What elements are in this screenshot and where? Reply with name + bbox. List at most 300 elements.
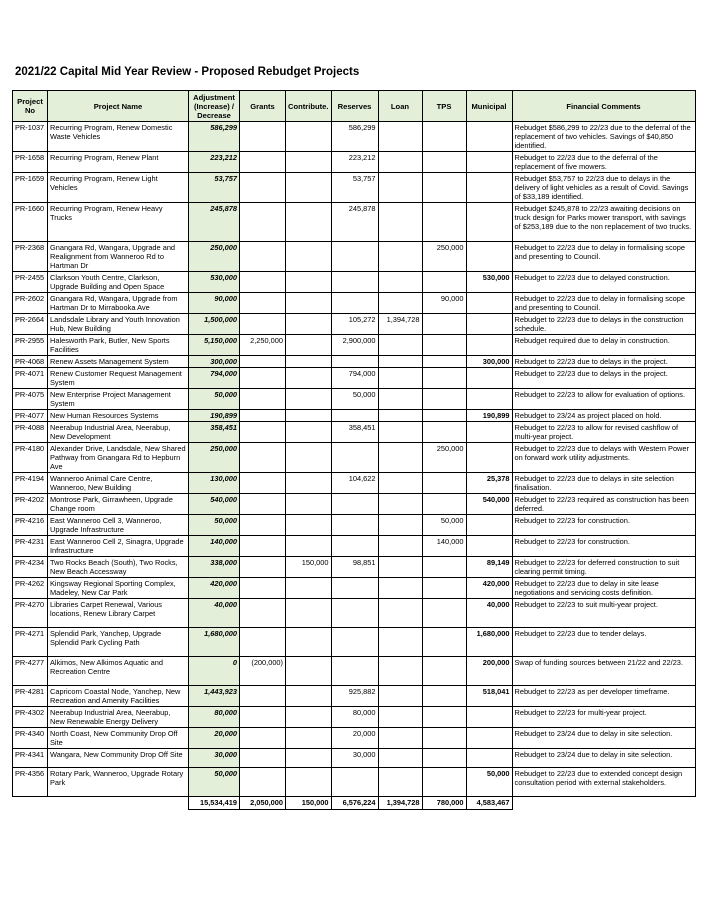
cell-grants [240, 173, 286, 203]
cell-reserves [331, 599, 378, 628]
cell-financial-comment: Rebudget to 22/23 to allow for revised cashflow of multi-year project. [512, 422, 695, 443]
cell-tps [422, 152, 466, 173]
cell-project-name: Alkimos, New Alkimos Aquatic and Recreation Centre [48, 657, 189, 686]
cell-grants [240, 599, 286, 628]
header-tps: TPS [422, 91, 466, 122]
cell-municipal: 200,000 [466, 657, 512, 686]
cell-reserves: 586,299 [331, 122, 378, 152]
cell-tps [422, 422, 466, 443]
cell-contribute [286, 410, 332, 422]
cell-grants [240, 422, 286, 443]
cell-grants [240, 314, 286, 335]
cell-financial-comment: Rebudget to 22/23 required as construction has been deferred. [512, 494, 695, 515]
cell-financial-comment: Rebudget to 22/23 due to the deferral of the replacement of five mowers. [512, 152, 695, 173]
cell-adjustment: 190,899 [189, 410, 240, 422]
cell-tps [422, 657, 466, 686]
cell-financial-comment: Rebudget to 22/23 due to delays in site selection finalisation. [512, 473, 695, 494]
table-row [13, 768, 696, 797]
cell-grants [240, 272, 286, 293]
cell-financial-comment: Rebudget $245,878 to 22/23 awaiting decisions on truck design for Parks mower transport, with savings of $253,189 due to the non replacement of two trucks. [512, 203, 695, 242]
cell-municipal [466, 389, 512, 410]
cell-municipal: 420,000 [466, 578, 512, 599]
cell-contribute [286, 728, 332, 749]
cell-tps [422, 272, 466, 293]
cell-project-no: PR-4194 [13, 473, 48, 494]
cell-reserves [331, 536, 378, 557]
cell-adjustment: 30,000 [189, 749, 240, 768]
cell-project-name: Neerabup Industrial Area, Neerabup, New Renewable Energy Delivery [48, 707, 189, 728]
cell-loan [378, 410, 422, 422]
cell-tps [422, 749, 466, 768]
cell-grants [240, 686, 286, 707]
cell-financial-comment: Rebudget $586,299 to 22/23 due to the deferral of the replacement of two vehicles. Savings of $40,850 identified. [512, 122, 695, 152]
cell-project-no: PR-4216 [13, 515, 48, 536]
table-row [13, 494, 696, 515]
cell-project-no: PR-2602 [13, 293, 48, 314]
table-row [13, 314, 696, 335]
cell-tps [422, 368, 466, 389]
cell-project-name: Libraries Carpet Renewal, Various locations, Renew Library Carpet [48, 599, 189, 628]
cell-reserves [331, 768, 378, 797]
cell-reserves: 20,000 [331, 728, 378, 749]
total-loan: 1,394,728 [378, 797, 422, 810]
table-row [13, 272, 696, 293]
cell-tps [422, 335, 466, 356]
cell-reserves [331, 657, 378, 686]
cell-reserves: 794,000 [331, 368, 378, 389]
cell-project-name: Montrose Park, Girrawheen, Upgrade Change room [48, 494, 189, 515]
cell-project-no: PR-4071 [13, 368, 48, 389]
cell-grants [240, 557, 286, 578]
cell-grants [240, 293, 286, 314]
cell-reserves [331, 242, 378, 272]
cell-tps [422, 494, 466, 515]
cell-project-name: East Wanneroo Cell 2, Sinagra, Upgrade Infrastructure [48, 536, 189, 557]
cell-project-name: Kingsway Regional Sporting Complex, Madeley, New Car Park [48, 578, 189, 599]
cell-project-no: PR-4277 [13, 657, 48, 686]
cell-financial-comment: Rebudget to 22/23 due to delays in the project. [512, 368, 695, 389]
cell-project-no: PR-4341 [13, 749, 48, 768]
cell-project-no: PR-4234 [13, 557, 48, 578]
cell-adjustment: 300,000 [189, 356, 240, 368]
cell-project-no: PR-4231 [13, 536, 48, 557]
cell-financial-comment: Rebudget to 22/23 due to delay in site lease negotiations and servicing costs definition. [512, 578, 695, 599]
cell-project-name: Wanneroo Animal Care Centre, Wanneroo, New Building [48, 473, 189, 494]
cell-reserves [331, 293, 378, 314]
cell-project-name: New Human Resources Systems [48, 410, 189, 422]
cell-loan [378, 599, 422, 628]
cell-municipal [466, 242, 512, 272]
table-row [13, 557, 696, 578]
cell-loan: 1,394,728 [378, 314, 422, 335]
cell-contribute [286, 686, 332, 707]
cell-contribute [286, 314, 332, 335]
table-row [13, 536, 696, 557]
cell-tps [422, 728, 466, 749]
cell-adjustment: 1,500,000 [189, 314, 240, 335]
cell-contribute [286, 749, 332, 768]
cell-adjustment: 20,000 [189, 728, 240, 749]
header-loan: Loan [378, 91, 422, 122]
cell-project-no: PR-1658 [13, 152, 48, 173]
cell-reserves: 358,451 [331, 422, 378, 443]
cell-adjustment: 130,000 [189, 473, 240, 494]
cell-grants [240, 707, 286, 728]
cell-grants [240, 203, 286, 242]
cell-loan [378, 494, 422, 515]
cell-loan [378, 272, 422, 293]
cell-financial-comment: Rebudget to 22/23 due to delay in formalising scope and presenting to Council. [512, 242, 695, 272]
cell-project-no: PR-4281 [13, 686, 48, 707]
table-row [13, 203, 696, 242]
cell-grants [240, 152, 286, 173]
cell-contribute [286, 152, 332, 173]
cell-contribute [286, 173, 332, 203]
totals-row [13, 797, 696, 810]
cell-loan [378, 203, 422, 242]
cell-municipal [466, 122, 512, 152]
table-row [13, 368, 696, 389]
cell-project-name: Recurring Program, Renew Light Vehicles [48, 173, 189, 203]
cell-loan [378, 152, 422, 173]
cell-loan [378, 768, 422, 797]
cell-loan [378, 686, 422, 707]
totals-spacer [512, 797, 695, 810]
header-row [13, 91, 696, 122]
cell-adjustment: 50,000 [189, 515, 240, 536]
cell-project-name: Clarkson Youth Centre, Clarkson, Upgrade Building and Open Space [48, 272, 189, 293]
total-reserves: 6,576,224 [331, 797, 378, 810]
cell-loan [378, 578, 422, 599]
cell-project-no: PR-4202 [13, 494, 48, 515]
cell-tps [422, 686, 466, 707]
cell-contribute [286, 494, 332, 515]
table-row [13, 122, 696, 152]
cell-tps: 50,000 [422, 515, 466, 536]
cell-financial-comment: Rebudget to 22/23 due to delayed construction. [512, 272, 695, 293]
cell-tps [422, 356, 466, 368]
cell-contribute [286, 515, 332, 536]
cell-loan [378, 443, 422, 473]
cell-municipal [466, 293, 512, 314]
cell-grants [240, 768, 286, 797]
cell-project-name: Two Rocks Beach (South), Two Rocks, New Beach Accessway [48, 557, 189, 578]
cell-municipal [466, 203, 512, 242]
cell-adjustment: 140,000 [189, 536, 240, 557]
cell-loan [378, 356, 422, 368]
cell-contribute [286, 335, 332, 356]
cell-financial-comment: Rebudget to 22/23 due to tender delays. [512, 628, 695, 657]
cell-financial-comment: Rebudget to 22/23 due to delay in formalising scope and presenting to Council. [512, 293, 695, 314]
cell-project-no: PR-2955 [13, 335, 48, 356]
cell-adjustment: 50,000 [189, 389, 240, 410]
cell-municipal: 190,899 [466, 410, 512, 422]
page-title: 2021/22 Capital Mid Year Review - Proposed Rebudget Projects [15, 66, 360, 78]
cell-loan [378, 657, 422, 686]
cell-project-name: East Wanneroo Cell 3, Wanneroo, Upgrade Infrastructure [48, 515, 189, 536]
cell-project-name: Recurring Program, Renew Heavy Trucks [48, 203, 189, 242]
cell-adjustment: 338,000 [189, 557, 240, 578]
cell-grants [240, 749, 286, 768]
cell-grants: (200,000) [240, 657, 286, 686]
cell-contribute [286, 628, 332, 657]
cell-municipal [466, 173, 512, 203]
cell-loan [378, 749, 422, 768]
header-grants: Grants [240, 91, 286, 122]
cell-municipal: 89,149 [466, 557, 512, 578]
cell-reserves [331, 443, 378, 473]
cell-project-no: PR-4302 [13, 707, 48, 728]
table-row [13, 356, 696, 368]
cell-grants [240, 389, 286, 410]
cell-loan [378, 122, 422, 152]
total-municipal: 4,583,467 [466, 797, 512, 810]
table-row [13, 515, 696, 536]
cell-grants [240, 578, 286, 599]
cell-contribute [286, 203, 332, 242]
cell-reserves: 50,000 [331, 389, 378, 410]
cell-tps [422, 314, 466, 335]
cell-project-no: PR-4088 [13, 422, 48, 443]
cell-financial-comment: Rebudget to 22/23 due to extended concept design consultation period with external stakeholders. [512, 768, 695, 797]
cell-loan [378, 242, 422, 272]
cell-reserves: 80,000 [331, 707, 378, 728]
cell-financial-comment: Rebudget to 22/23 due to delays in the project. [512, 356, 695, 368]
table-row [13, 628, 696, 657]
table-row [13, 422, 696, 443]
cell-tps [422, 557, 466, 578]
cell-project-name: Neerabup Industrial Area, Neerabup, New Development [48, 422, 189, 443]
cell-reserves: 245,878 [331, 203, 378, 242]
cell-project-name: Halesworth Park, Butler, New Sports Facilities [48, 335, 189, 356]
cell-grants [240, 536, 286, 557]
table-row [13, 728, 696, 749]
cell-financial-comment: Rebudget $53,757 to 22/23 due to delays in the delivery of light vehicles as a result of Covid. Savings of $33,189 identified. [512, 173, 695, 203]
cell-contribute [286, 272, 332, 293]
cell-reserves [331, 515, 378, 536]
cell-project-name: Splendid Park, Yanchep, Upgrade Splendid Park Cycling Path [48, 628, 189, 657]
cell-reserves: 30,000 [331, 749, 378, 768]
cell-project-no: PR-1659 [13, 173, 48, 203]
header-project-name: Project Name [48, 91, 189, 122]
table-row [13, 293, 696, 314]
cell-adjustment: 50,000 [189, 768, 240, 797]
cell-adjustment: 1,443,923 [189, 686, 240, 707]
cell-project-name: Gnangara Rd, Wangara, Upgrade and Realignment from Wanneroo Rd to Hartman Dr [48, 242, 189, 272]
cell-reserves [331, 356, 378, 368]
cell-municipal [466, 335, 512, 356]
header-financial-comments: Financial Comments [512, 91, 695, 122]
cell-loan [378, 293, 422, 314]
cell-loan [378, 173, 422, 203]
cell-financial-comment: Rebudget to 23/24 as project placed on hold. [512, 410, 695, 422]
table-row [13, 242, 696, 272]
totals-spacer [13, 797, 48, 810]
cell-grants [240, 628, 286, 657]
cell-adjustment: 794,000 [189, 368, 240, 389]
table-row [13, 578, 696, 599]
cell-adjustment: 80,000 [189, 707, 240, 728]
cell-project-no: PR-4271 [13, 628, 48, 657]
cell-financial-comment: Rebudget to 22/23 for construction. [512, 515, 695, 536]
cell-reserves [331, 272, 378, 293]
header-adjustment: Adjustment (Increase) / Decrease [189, 91, 240, 122]
cell-grants [240, 443, 286, 473]
cell-adjustment: 530,000 [189, 272, 240, 293]
cell-grants [240, 356, 286, 368]
cell-municipal [466, 515, 512, 536]
total-tps: 780,000 [422, 797, 466, 810]
cell-project-no: PR-2455 [13, 272, 48, 293]
cell-loan [378, 628, 422, 657]
cell-tps [422, 389, 466, 410]
cell-reserves: 104,622 [331, 473, 378, 494]
cell-grants [240, 728, 286, 749]
header-municipal: Municipal [466, 91, 512, 122]
cell-loan [378, 557, 422, 578]
cell-grants [240, 410, 286, 422]
cell-contribute [286, 578, 332, 599]
cell-adjustment: 40,000 [189, 599, 240, 628]
cell-project-name: Alexander Drive, Landsdale, New Shared Pathway from Gnangara Rd to Hepburn Ave [48, 443, 189, 473]
cell-financial-comment: Rebudget to 22/23 for construction. [512, 536, 695, 557]
cell-grants: 2,250,000 [240, 335, 286, 356]
table-body [13, 122, 696, 797]
cell-contribute [286, 242, 332, 272]
cell-tps [422, 203, 466, 242]
cell-grants [240, 122, 286, 152]
table-row [13, 389, 696, 410]
cell-grants [240, 368, 286, 389]
cell-adjustment: 223,212 [189, 152, 240, 173]
cell-reserves: 98,851 [331, 557, 378, 578]
cell-tps [422, 768, 466, 797]
table-row [13, 173, 696, 203]
cell-adjustment: 245,878 [189, 203, 240, 242]
cell-reserves: 223,212 [331, 152, 378, 173]
cell-municipal [466, 536, 512, 557]
header-project-no: Project No [13, 91, 48, 122]
cell-tps: 140,000 [422, 536, 466, 557]
cell-financial-comment: Rebudget to 22/23 for deferred construction to suit clearing permit timing. [512, 557, 695, 578]
cell-loan [378, 335, 422, 356]
cell-contribute [286, 293, 332, 314]
cell-tps: 250,000 [422, 242, 466, 272]
cell-tps [422, 578, 466, 599]
cell-tps [422, 628, 466, 657]
cell-project-name: Recurring Program, Renew Domestic Waste Vehicles [48, 122, 189, 152]
cell-tps [422, 599, 466, 628]
table-row [13, 657, 696, 686]
table-row [13, 410, 696, 422]
header-reserves: Reserves [331, 91, 378, 122]
cell-adjustment: 250,000 [189, 443, 240, 473]
cell-contribute [286, 473, 332, 494]
cell-project-name: Gnangara Rd, Wangara, Upgrade from Hartman Dr to Mirrabooka Ave [48, 293, 189, 314]
cell-grants [240, 473, 286, 494]
cell-loan [378, 707, 422, 728]
cell-project-name: North Coast, New Community Drop Off Site [48, 728, 189, 749]
cell-grants [240, 242, 286, 272]
cell-tps [422, 473, 466, 494]
cell-financial-comment: Rebudget to 22/23 to allow for evaluation of options. [512, 389, 695, 410]
cell-project-no: PR-4340 [13, 728, 48, 749]
cell-adjustment: 250,000 [189, 242, 240, 272]
cell-reserves [331, 578, 378, 599]
table-row [13, 152, 696, 173]
cell-adjustment: 1,680,000 [189, 628, 240, 657]
cell-reserves [331, 410, 378, 422]
table-row [13, 473, 696, 494]
cell-contribute [286, 536, 332, 557]
cell-contribute [286, 599, 332, 628]
cell-loan [378, 422, 422, 443]
cell-reserves: 2,900,000 [331, 335, 378, 356]
cell-loan [378, 536, 422, 557]
cell-municipal: 540,000 [466, 494, 512, 515]
cell-contribute [286, 707, 332, 728]
cell-grants [240, 494, 286, 515]
cell-adjustment: 420,000 [189, 578, 240, 599]
cell-project-no: PR-4075 [13, 389, 48, 410]
cell-financial-comment: Rebudget to 22/23 for multi-year project. [512, 707, 695, 728]
total-adjustment: 15,534,419 [189, 797, 240, 810]
table-row [13, 443, 696, 473]
cell-reserves [331, 628, 378, 657]
cell-municipal [466, 314, 512, 335]
cell-financial-comment: Rebudget to 22/23 to suit multi-year project. [512, 599, 695, 628]
rebudget-table [12, 90, 696, 810]
cell-reserves: 53,757 [331, 173, 378, 203]
cell-tps: 250,000 [422, 443, 466, 473]
cell-reserves: 925,882 [331, 686, 378, 707]
cell-project-name: Recurring Program, Renew Plant [48, 152, 189, 173]
cell-municipal [466, 422, 512, 443]
cell-municipal [466, 152, 512, 173]
cell-loan [378, 728, 422, 749]
cell-project-name: Capricorn Coastal Node, Yanchep, New Recreation and Amenity Facilities [48, 686, 189, 707]
cell-grants [240, 515, 286, 536]
cell-project-name: Rotary Park, Wanneroo, Upgrade Rotary Park [48, 768, 189, 797]
cell-adjustment: 0 [189, 657, 240, 686]
cell-project-no: PR-4270 [13, 599, 48, 628]
cell-tps [422, 707, 466, 728]
cell-adjustment: 586,299 [189, 122, 240, 152]
cell-municipal: 518,041 [466, 686, 512, 707]
table-row [13, 686, 696, 707]
cell-project-name: Renew Assets Management System [48, 356, 189, 368]
cell-project-no: PR-4262 [13, 578, 48, 599]
header-contribute: Contribute. [286, 91, 332, 122]
cell-project-name: New Enterprise Project Management System [48, 389, 189, 410]
cell-contribute [286, 768, 332, 797]
cell-loan [378, 515, 422, 536]
cell-project-name: Renew Customer Request Management System [48, 368, 189, 389]
cell-contribute [286, 443, 332, 473]
cell-project-no: PR-4077 [13, 410, 48, 422]
cell-loan [378, 473, 422, 494]
cell-project-no: PR-4180 [13, 443, 48, 473]
table-row [13, 599, 696, 628]
cell-contribute [286, 356, 332, 368]
cell-adjustment: 540,000 [189, 494, 240, 515]
cell-financial-comment: Rebudget to 23/24 due to delay in site selection. [512, 749, 695, 768]
cell-project-no: PR-1037 [13, 122, 48, 152]
table-row [13, 335, 696, 356]
cell-municipal: 530,000 [466, 272, 512, 293]
cell-municipal: 300,000 [466, 356, 512, 368]
cell-municipal: 1,680,000 [466, 628, 512, 657]
